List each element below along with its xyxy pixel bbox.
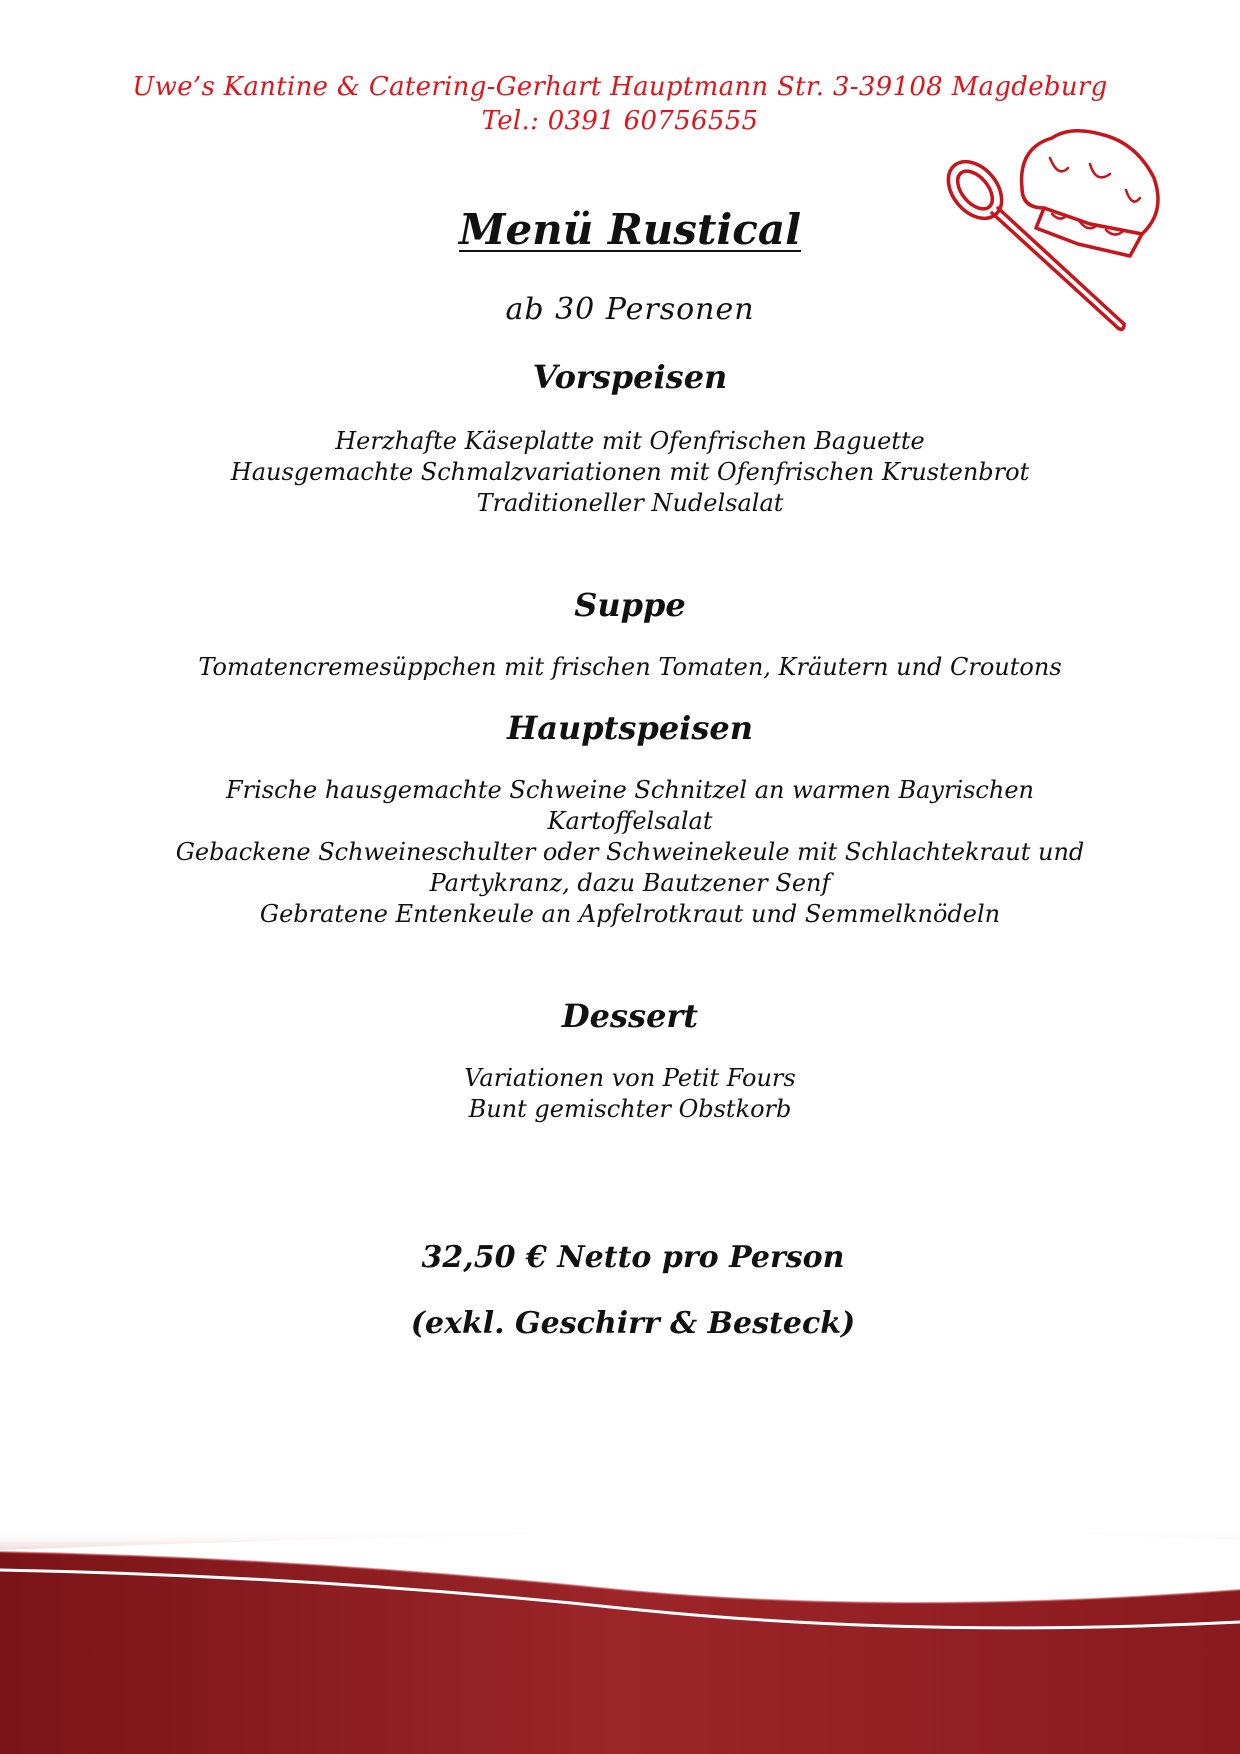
section-heading-suppe: Suppe xyxy=(574,586,686,624)
list-item: Frische hausgemachte Schweine Schnitzel an warmen Bayrischen xyxy=(225,776,1034,804)
header-phone-line: Tel.: 0391 60756555 xyxy=(481,106,759,136)
section-heading-dessert: Dessert xyxy=(561,997,699,1035)
hauptspeisen-list xyxy=(0,775,1240,930)
list-item: Traditioneller Nudelsalat xyxy=(476,489,784,517)
list-item: Variationen von Petit Fours xyxy=(464,1064,796,1092)
price-per-person: 32,50 € Netto pro Person xyxy=(421,1240,845,1275)
header-address-line: Uwe’s Kantine & Catering-Gerhart Hauptmann Str. 3-39108 Magdeburg xyxy=(132,72,1108,102)
list-item: Partykranz, dazu Bautzener Senf xyxy=(429,869,831,897)
vorspeisen-list xyxy=(0,426,1240,519)
price-note: (exkl. Geschirr & Besteck) xyxy=(410,1306,856,1341)
suppe-list xyxy=(0,652,1240,683)
dessert-list xyxy=(0,1063,1240,1125)
list-item: Hausgemachte Schmalzvariationen mit Ofenfrischen Krustenbrot xyxy=(230,458,1030,486)
list-item: Gebratene Entenkeule an Apfelrotkraut und Semmelknödeln xyxy=(259,900,1001,928)
list-item: Tomatencremesüppchen mit frischen Tomaten, Kräutern und Croutons xyxy=(198,653,1062,681)
menu-title: Menü Rustical xyxy=(458,205,802,254)
footer-wave-decoration xyxy=(0,1530,1240,1754)
list-item: Herzhafte Käseplatte mit Ofenfrischen Baguette xyxy=(335,427,925,455)
list-item: Bunt gemischter Obstkorb xyxy=(468,1095,792,1123)
section-heading-hauptspeisen: Hauptspeisen xyxy=(507,709,753,747)
list-item: Gebackene Schweineschulter oder Schweinekeule mit Schlachtekraut und xyxy=(175,838,1085,866)
list-item: Kartoffelsalat xyxy=(547,807,713,835)
section-heading-vorspeisen: Vorspeisen xyxy=(532,358,728,396)
menu-subtitle: ab 30 Personen xyxy=(505,292,755,327)
